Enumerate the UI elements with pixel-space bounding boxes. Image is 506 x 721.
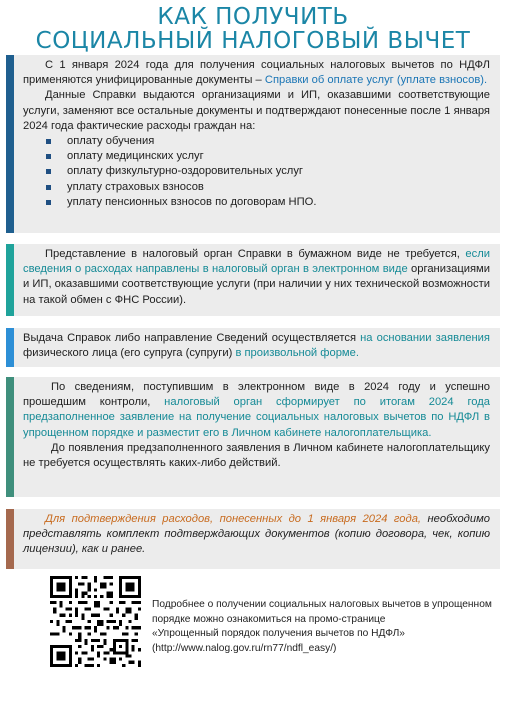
- paragraph-paper-not-required: [23, 247, 490, 308]
- list-item: уплату пенсионных взносов по договорам НПО.: [43, 195, 490, 210]
- paragraph-application: [23, 331, 490, 361]
- application-block: [6, 328, 500, 367]
- highlight-free-form: в произвольной форме.: [235, 347, 359, 360]
- paragraph-certificates-issued: Данные Справки выдаются организациями и ИП, оказавшими соответствующие услуги, заменяют все остальные документы и подтверждают понесенные после 1 января 2024 года фактические расходы граждан на:: [23, 89, 490, 132]
- prefilled-application-block: [6, 377, 500, 497]
- list-item: оплату физкультурно-оздоровительных услуг: [43, 164, 490, 179]
- list-item: оплату обучения: [43, 134, 490, 149]
- expenses-list: [23, 134, 490, 210]
- page-title-line-2: СОЦИАЛЬНЫЙ НАЛОГОВЫЙ ВЫЧЕТ: [35, 28, 471, 54]
- qr-code-icon[interactable]: [50, 576, 141, 667]
- text: С 1 января 2024 года для получения социальных налоговых вычетов по НДФЛ применяются унифицированные документы –: [23, 59, 490, 87]
- text: Выдача Справок либо направление Сведений осуществляется: [23, 332, 361, 344]
- highlight-application: на основании заявления: [360, 332, 490, 344]
- unified-documents-block: [6, 55, 500, 233]
- promo-page-url-link[interactable]: (http://www.nalog.gov.ru/rn77/ndfl_easy/): [152, 642, 337, 654]
- text: физического лица (его супруга (супруги): [23, 347, 236, 360]
- text: По сведениям, поступившим в электронном виде в 2024 году и успешно прошедшим контроли,: [23, 381, 490, 409]
- text: необходимо представлять комплект подтверждающих документов (копию договора, чек, копию лицензии), как и ранее.: [23, 513, 490, 556]
- promo-page-title-link[interactable]: «Упрощенный порядок получения вычетов по НДФЛ»: [152, 628, 405, 640]
- paper-not-required-block: [6, 244, 500, 316]
- highlight-electronic: если сведения о расходах направлены в налоговый орган в электронном виде: [23, 248, 490, 276]
- list-item: уплату страховых взносов: [43, 180, 490, 195]
- text: Представление в налоговый орган Справки в бумажном виде не требуется,: [45, 248, 466, 260]
- paragraph-prefilled: [23, 380, 490, 441]
- highlight-prefilled: налоговый орган сформирует по итогам 2024 года предзаполненное заявление на получение социальных налоговых вычетов по НДФЛ в упрощенном порядке и разместит его в Личном кабинете налогоплательщика.: [23, 396, 490, 439]
- paragraph-previous-expenses: [23, 512, 490, 558]
- paragraph-no-action: До появления предзаполненного заявления в Личном кабинете налогоплательщику не требуется осуществлять каких-либо действий.: [23, 441, 490, 470]
- paragraph-unified-documents: [23, 58, 490, 88]
- page-title-line-1: КАК ПОЛУЧИТЬ: [157, 4, 349, 30]
- more-info-text: [152, 598, 492, 656]
- highlight-certificates: Справки об оплате услуг (уплате взносов).: [264, 74, 488, 87]
- previous-expenses-block: [6, 509, 500, 569]
- text: организациями и ИП, оказавшими соответствующие услуги (при наличии у них технической возможности на такой обмен с ФНС России).: [23, 263, 490, 306]
- list-item: оплату медицинских услуг: [43, 149, 490, 164]
- highlight-before-2024: Для подтверждения расходов, понесенных до 1 января 2024 года,: [45, 513, 422, 525]
- more-info-description: Подробнее о получении социальных налоговых вычетов в упрощенном порядке можно ознакомиться на промо-странице: [152, 599, 492, 625]
